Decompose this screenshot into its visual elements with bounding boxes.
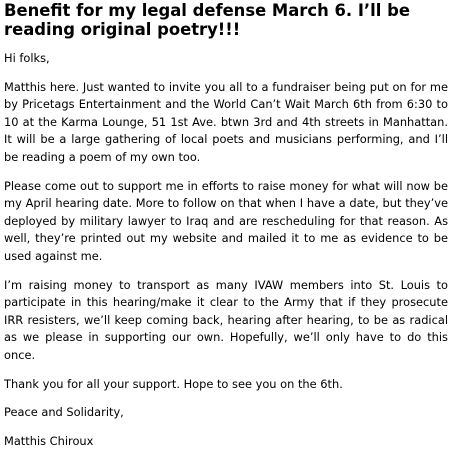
post-title: Benefit for my legal defense March 6. I’ll be reading original poetry!!!: [4, 1, 410, 39]
post-greeting: Hi folks,: [4, 51, 50, 65]
post-body: [4, 50, 448, 450]
post-paragraph-support: Please come out to support me in efforts to raise money for what will now be my April hearing date. More to follow on that when I have a date, but they’ve deployed by military lawyer to Iraq and are rescheduling for that reason. As well, they’re printed out my website and mailed it to me as evidence to be used against me.: [4, 178, 448, 263]
post-paragraph-fundraising: I’m raising money to transport as many IVAW members into St. Louis to participate in this hearing/make it clear to the Army that if they prosecute IRR resisters, we’ll keep coming back, hearing after hearing, to be as radical as we please in supporting our own. Hopefully, we’ll only have to do this once.: [4, 277, 448, 362]
post-paragraph-invitation: Matthis here. Just wanted to invite you all to a fundraiser being put on for me by Pricetags Entertainment and the World Can’t Wait March 6th from 6:30 to 10 at the Karma Lounge, 51 1st Ave. btwn 3rd and 4th streets in Manhattan. It will be a large gathering of local poets and musicians performing, and I’ll be reading a poem of my own too.: [4, 79, 448, 164]
post-closing: Peace and Solidarity,: [4, 405, 124, 420]
post-signature: Matthis Chiroux: [4, 433, 94, 448]
post-thanks: Thank you for all your support. Hope to see you on the 6th.: [4, 376, 343, 391]
blog-post: [4, 0, 448, 450]
